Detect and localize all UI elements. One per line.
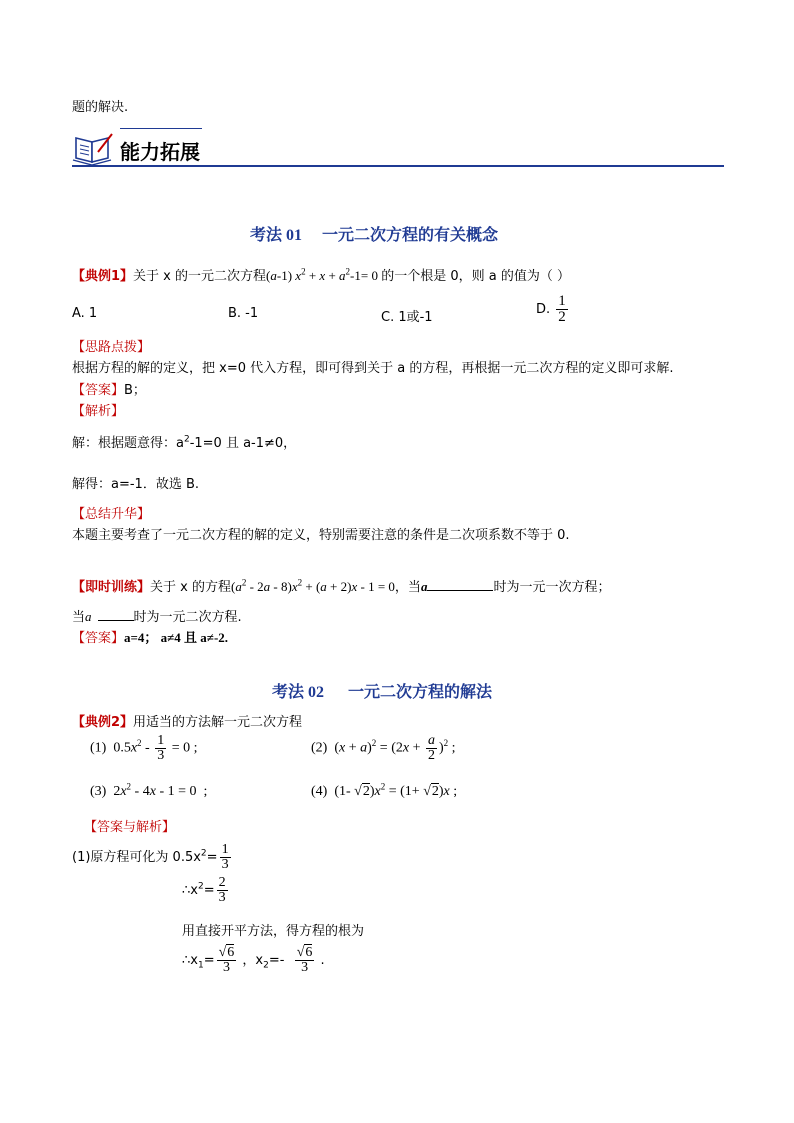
section-header — [72, 128, 724, 168]
answer1-value: B； — [124, 383, 146, 398]
kaofa2-title: 考法 02 一元二次方程的解法 — [272, 684, 493, 701]
solution-line1: (1)原方程可化为 $0.5x^2=$ $\frac{1}{3}$ — [72, 842, 229, 872]
hint-text: 根据方程的解的定义，把 x=0 代入方程，即可得到关于 a 的方程，再根据一元二次方程的定义即可求解. — [72, 361, 674, 376]
answer1-tag: 【答案】 — [72, 383, 125, 398]
analysis-tag: 【解析】 — [72, 404, 125, 419]
example2-tag: 【典例2】 — [72, 715, 134, 730]
solution-line3: 用直接开平方法，得方程的根为 — [182, 924, 365, 939]
analysis-line2: 解得：a=-1．故选 B. — [72, 477, 200, 492]
training-answer: 【答案】a=4； a≠4 且 a≠-2. — [72, 630, 229, 646]
equation-1: (1) $0.5x^2$ - $\frac{1}{3}$ = 0 ; — [90, 733, 198, 763]
training-blank-1 — [427, 590, 493, 591]
example1-question-pre: 关于 x 的一元二次方程 — [133, 269, 267, 284]
book-pen-icon — [72, 130, 116, 166]
training-question: 【即时训练】关于 x 的方程$(a^2 - 2a - 8)x^2 + (a + 2)x - 1 = 0$，当a 时为一元一次方程； — [72, 577, 611, 595]
summary-tag: 【总结升华】 — [72, 507, 151, 522]
example1-equation: (a-1) $x^2 + x + a^2-1= 0$ — [266, 266, 382, 283]
example1-question — [72, 265, 570, 284]
section-header-title: 能力拓展 — [120, 140, 200, 164]
intro-tail-text: 题的解决. — [72, 100, 129, 115]
option-c: C. 1或-1 — [381, 310, 433, 325]
option-d-fraction: $\frac{1}{2}$ — [558, 293, 566, 325]
solution-line4: $\therefore x_1=$ $\frac{√6}{3}$ ，$x_2=-$ $\frac{√6}{3}$ . — [182, 945, 325, 975]
header-rule — [72, 165, 724, 167]
analysis-line1: 解：根据题意得：$a^2-1=0$ 且 a-1≠0， — [72, 434, 297, 451]
example1-question-post: 的一个根是 0，则 a 的值为（ ） — [381, 269, 570, 284]
option-a: A. 1 — [72, 306, 98, 321]
kaofa1-title: 考法 01 一元二次方程的有关概念 — [250, 227, 499, 244]
option-d: D. $\frac{1}{2}$ — [536, 293, 566, 325]
solution-line2: $\therefore x^2=$ $\frac{2}{3}$ — [182, 875, 226, 905]
example1-tag: 【典例1】 — [72, 269, 134, 284]
hint-tag: 【思路点拨】 — [72, 340, 151, 355]
equation-4: (4) (1- $√2)x^2 = (1+ √2)x$ ; — [311, 781, 458, 799]
training-equation: $(a^2 - 2a - 8)x^2 + (a + 2)x - 1 = 0$ — [230, 577, 395, 594]
equation-2: (2) $(x + a)^2 = (2x$ + $\frac{a}{2}$ )$^2$ ; — [311, 733, 456, 763]
equation-3: (3) $2x^2 - 4x - 1 = 0$ ; — [90, 781, 208, 799]
training-tag: 【即时训练】 — [72, 580, 151, 595]
training-blank-2 — [98, 620, 134, 621]
option-b: B. -1 — [228, 306, 259, 321]
example2-question: 【典例2】用适当的方法解一元二次方程 — [72, 715, 303, 730]
answer2-tag: 【答案与解析】 — [84, 820, 176, 835]
summary-text: 本题主要考查了一元二次方程的解的定义，特别需要注意的条件是二次项系数不等于 0. — [72, 528, 570, 543]
training-line2: 当a 时为一元二次方程. — [72, 609, 242, 625]
answer1 — [72, 379, 146, 398]
